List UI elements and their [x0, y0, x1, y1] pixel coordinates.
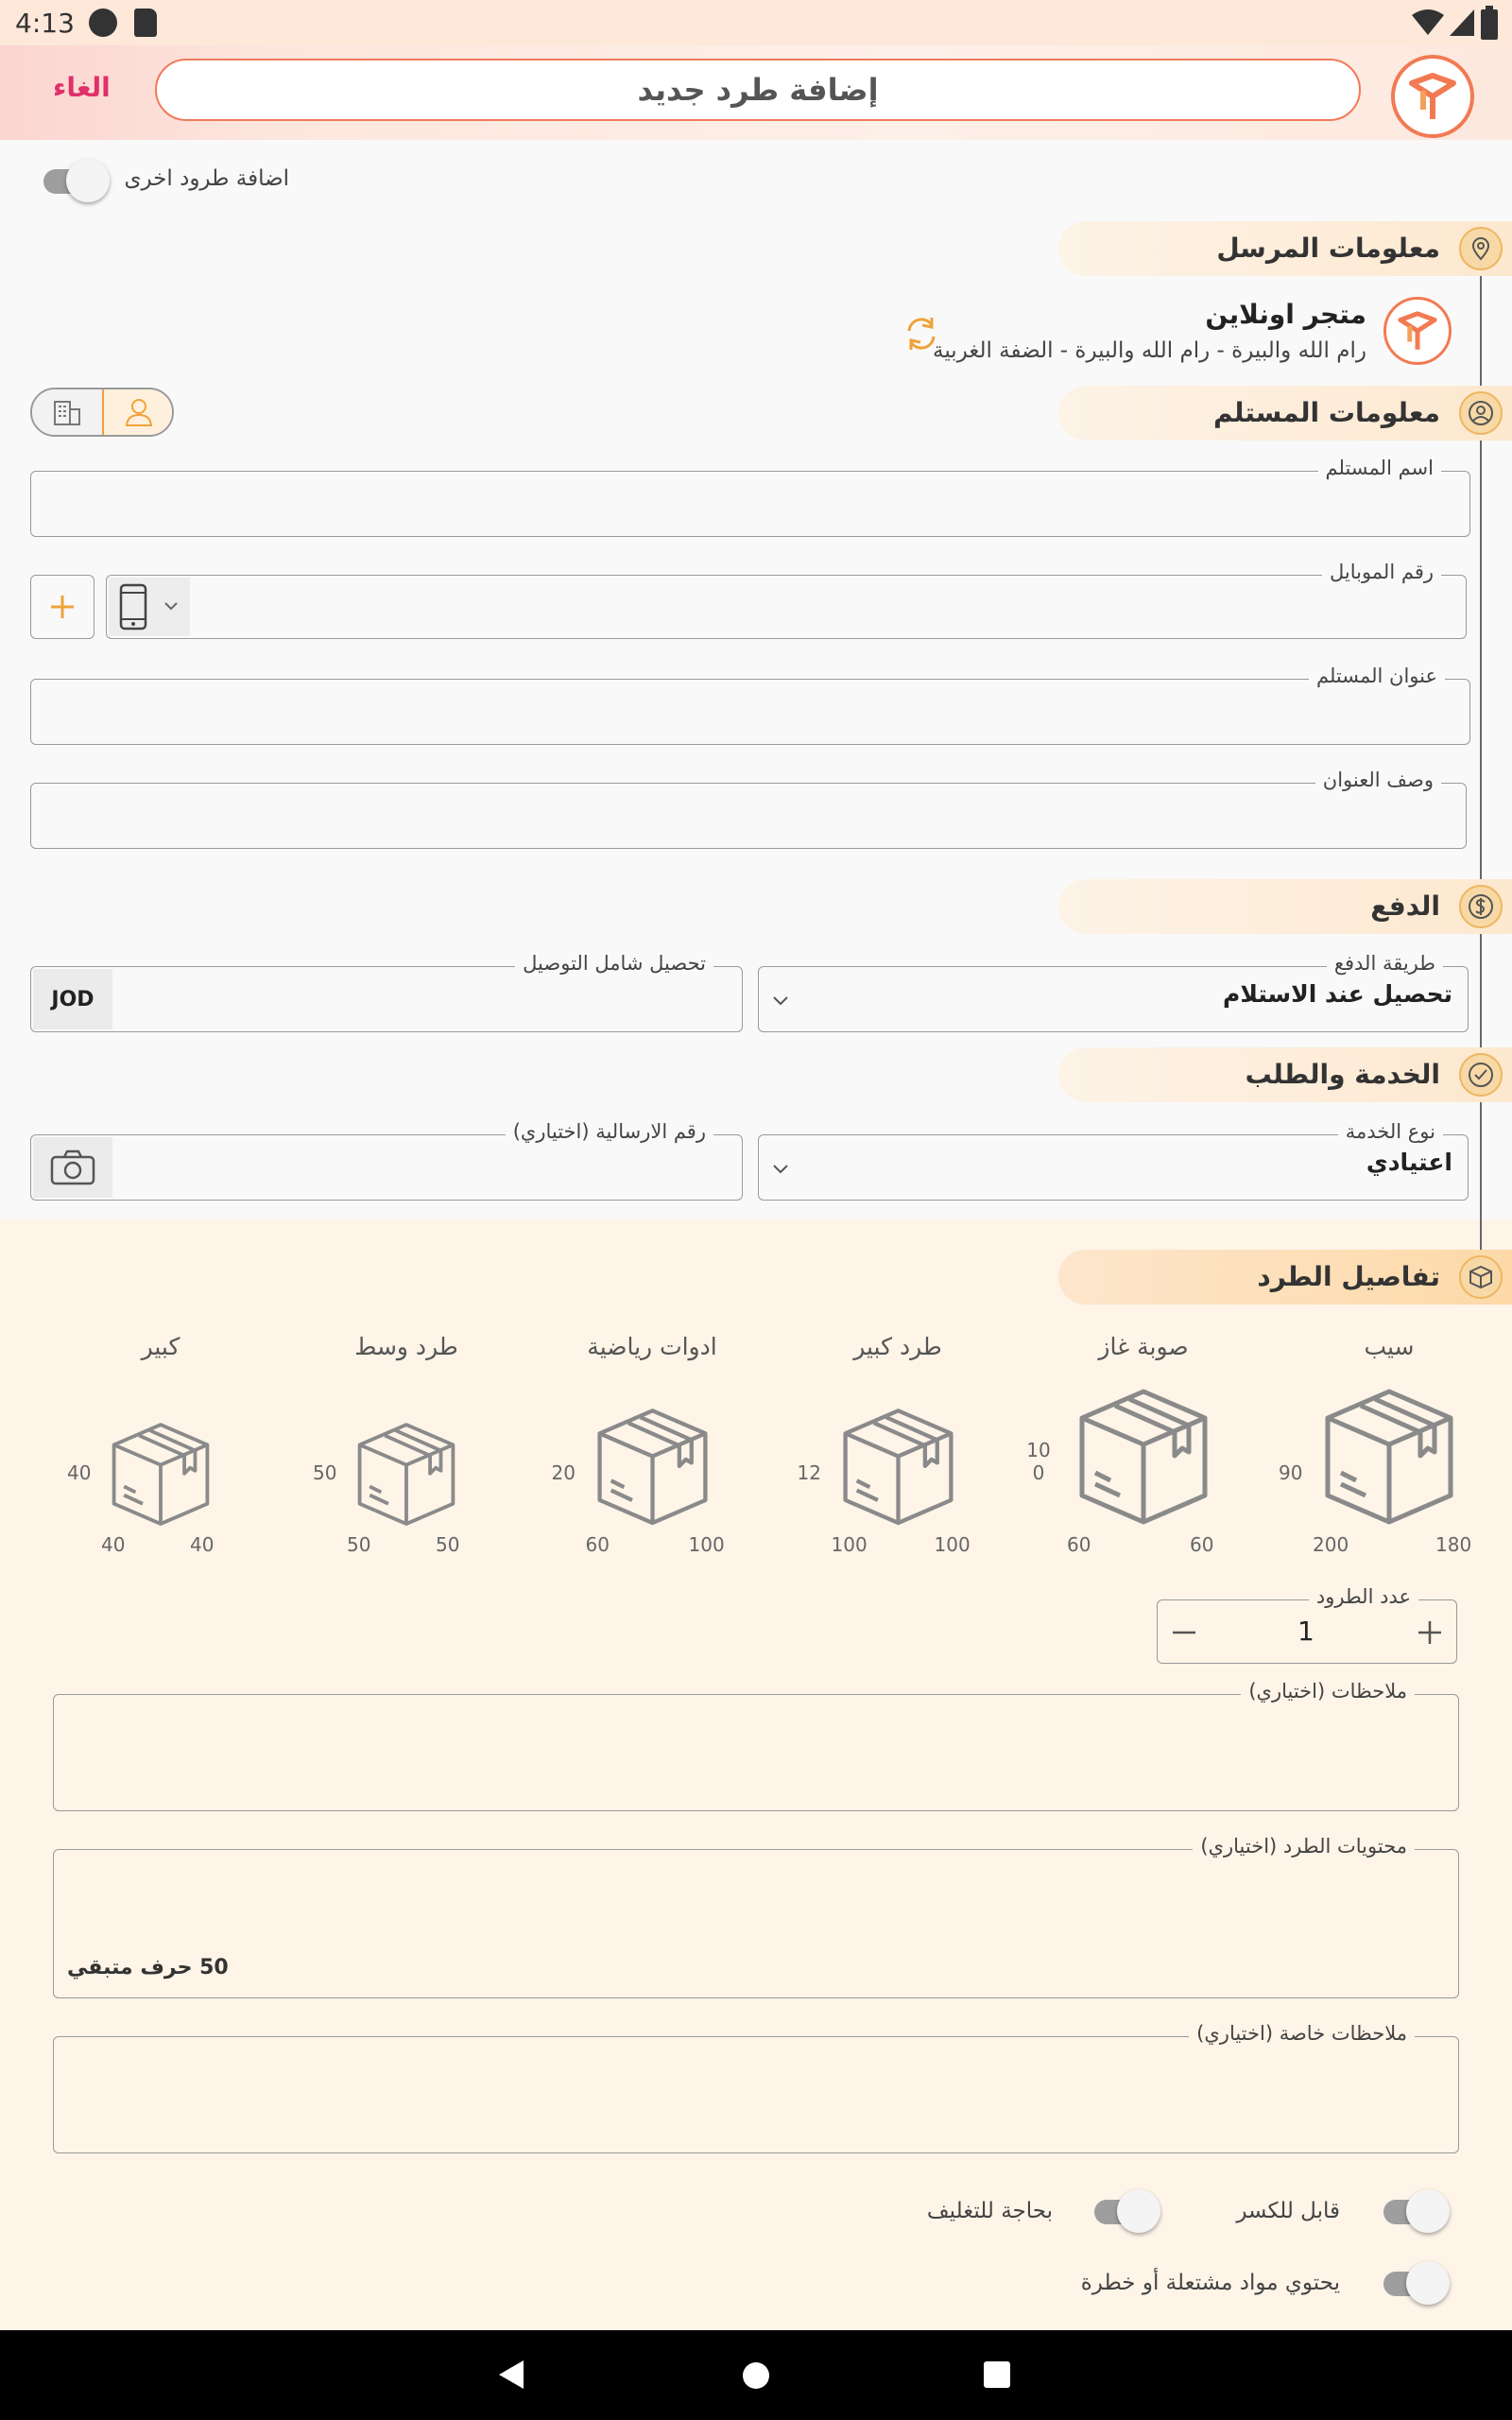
app-header [0, 45, 1512, 140]
payment-section-title: الدفع [1370, 890, 1440, 922]
shipment-number-field[interactable] [30, 1120, 743, 1201]
cancel-button[interactable]: الغاء [53, 72, 111, 103]
flammable-label: يحتوي مواد مشتعلة أو خطرة [1080, 2271, 1340, 2295]
person-icon [123, 396, 155, 428]
back-icon[interactable] [497, 2359, 525, 2391]
parcel-size-name: صوبة غاز [1098, 1333, 1189, 1360]
recipient-type-switch [30, 388, 174, 437]
remaining-chars-counter: 50 حرف متبقي [67, 1956, 229, 1979]
parcel-size-option[interactable] [284, 1333, 529, 1560]
parcel-size-option[interactable] [1266, 1333, 1512, 1560]
box-width: 180 [1435, 1533, 1472, 1556]
box-height: 90 [1279, 1461, 1303, 1484]
app-notification-icon [89, 9, 117, 37]
dollar-icon [1459, 885, 1503, 928]
mobile-field[interactable] [106, 561, 1467, 639]
user-circle-icon [1459, 391, 1503, 435]
box-icon [592, 1401, 713, 1531]
box-icon [837, 1401, 959, 1531]
box-width: 100 [688, 1533, 725, 1556]
wifi-icon [1412, 9, 1444, 36]
mobile-phone-icon [118, 583, 148, 631]
parcel-section-title: تفاصيل الطرد [1257, 1261, 1440, 1292]
country-code-select[interactable] [109, 578, 190, 636]
box-length: 200 [1313, 1533, 1349, 1556]
box-width: 50 [436, 1533, 460, 1556]
box-length: 100 [831, 1533, 868, 1556]
special-notes-label: ملاحظات خاصة (اختياري) [1189, 2022, 1415, 2045]
parcel-size-option[interactable] [529, 1333, 775, 1560]
recipient-address-field[interactable] [30, 665, 1470, 745]
parcel-size-option[interactable] [775, 1333, 1021, 1560]
box-icon [1318, 1380, 1460, 1531]
box-icon [107, 1416, 215, 1531]
sender-section-title: معلومات المرسل [1216, 233, 1440, 264]
sender-logo-icon [1386, 300, 1449, 362]
chevron-down-icon [163, 600, 179, 612]
chevron-down-icon [772, 1162, 789, 1175]
box-height: 100 [1026, 1439, 1051, 1484]
box-width: 60 [1190, 1533, 1214, 1556]
signal-icon [1450, 9, 1474, 36]
payment-method-select[interactable] [758, 952, 1469, 1032]
packaging-toggle[interactable] [1089, 2189, 1160, 2233]
box-width: 100 [934, 1533, 971, 1556]
collection-amount-field[interactable] [30, 952, 743, 1032]
service-type-select[interactable] [758, 1120, 1469, 1201]
address-description-field[interactable] [30, 769, 1467, 849]
collection-amount-label: تحصيل شامل التوصيل [515, 952, 713, 975]
payment-section-header [1058, 879, 1512, 934]
recipient-name-field[interactable] [30, 457, 1470, 537]
sender-avatar [1383, 297, 1452, 365]
special-notes-field[interactable] [53, 2022, 1459, 2153]
notes-label: ملاحظات (اختياري) [1241, 1680, 1415, 1703]
camera-button[interactable] [33, 1137, 112, 1198]
mobile-label: رقم الموبايل [1322, 561, 1441, 583]
change-sender-icon[interactable] [902, 314, 941, 354]
battery-icon [1480, 6, 1499, 40]
parcel-size-name: طرد كبير [853, 1333, 942, 1360]
currency-badge [33, 969, 112, 1029]
flammable-toggle[interactable] [1378, 2261, 1450, 2305]
status-bar [0, 0, 1512, 45]
contents-label: محتويات الطرد (اختياري) [1193, 1835, 1415, 1858]
timline-line-lower [1480, 1219, 1482, 1250]
box-height: 12 [797, 1461, 821, 1484]
box-height: 50 [313, 1461, 337, 1484]
recipient-section-title: معلومات المستلم [1212, 397, 1440, 428]
shipment-number-label: رقم الارسالية (اختياري) [506, 1120, 713, 1143]
plus-icon [48, 593, 77, 621]
system-nav-bar [0, 2330, 1512, 2420]
location-pin-icon [1459, 227, 1503, 270]
sd-card-icon [134, 9, 157, 37]
check-circle-icon [1459, 1053, 1503, 1097]
add-more-label: اضافة طرود اخرى [124, 166, 289, 191]
recipient-address-label: عنوان المستلم [1309, 665, 1445, 687]
chevron-down-icon [772, 994, 789, 1007]
payment-method-value: تحصيل عند الاستلام [1223, 980, 1452, 1008]
box-width: 40 [190, 1533, 215, 1556]
notes-field[interactable] [53, 1680, 1459, 1811]
parcel-size-option[interactable] [38, 1333, 284, 1560]
minus-icon[interactable] [1171, 1619, 1197, 1646]
parcel-size-name: كبير [141, 1333, 180, 1360]
recipient-section-header [1058, 386, 1512, 441]
parcel-count-value: 1 [1297, 1616, 1314, 1647]
sender-section-header [1058, 221, 1512, 276]
package-icon [1459, 1255, 1503, 1299]
page-title: إضافة طرد جديد [155, 59, 1361, 121]
parcel-size-name: ادوات رياضية [587, 1333, 717, 1360]
app-logo [1391, 55, 1474, 138]
packaging-label: بحاجة للتغليف [926, 2199, 1053, 2223]
service-type-label: نوع الخدمة [1338, 1120, 1443, 1143]
home-icon[interactable] [741, 2360, 771, 2391]
camera-icon [50, 1150, 95, 1185]
parcel-section-header [1058, 1250, 1512, 1305]
recents-icon[interactable] [983, 2360, 1011, 2389]
parcel-size-option[interactable] [1021, 1333, 1266, 1560]
service-type-value: اعتيادي [1366, 1149, 1452, 1176]
building-icon [51, 396, 83, 428]
add-phone-button[interactable] [30, 575, 94, 639]
box-icon [1073, 1380, 1214, 1531]
company-type-button[interactable] [32, 389, 102, 435]
parcel-count-label: عدد الطرود [1309, 1585, 1418, 1608]
box-length: 40 [101, 1533, 126, 1556]
plus-icon[interactable] [1417, 1619, 1443, 1646]
box-height: 20 [551, 1461, 576, 1484]
currency-label: JOD [51, 987, 94, 1011]
person-type-button[interactable] [102, 389, 174, 435]
parcel-size-name: طرد وسط [354, 1333, 458, 1360]
parcel-details-area [0, 1219, 1512, 2330]
parcel-size-name: سيب [1364, 1333, 1415, 1360]
logo-icon [1395, 59, 1470, 134]
sender-name: متجر اونلاين [1205, 299, 1366, 330]
service-section-header [1058, 1047, 1512, 1102]
parcel-count-stepper[interactable] [1157, 1585, 1457, 1664]
fragile-label: قابل للكسر [1236, 2199, 1340, 2223]
box-length: 60 [1067, 1533, 1091, 1556]
box-height: 40 [67, 1461, 92, 1484]
service-section-title: الخدمة والطلب [1245, 1059, 1440, 1090]
box-length: 60 [585, 1533, 610, 1556]
box-icon [352, 1416, 460, 1531]
contents-field[interactable] [53, 1835, 1459, 1998]
status-time: 4:13 [15, 8, 75, 39]
sender-address: رام الله والبيرة - رام الله والبيرة - الضفة الغربية [933, 338, 1366, 363]
address-description-label: وصف العنوان [1315, 769, 1441, 791]
box-length: 50 [347, 1533, 371, 1556]
payment-method-label: طريقة الدفع [1327, 952, 1443, 975]
fragile-toggle[interactable] [1378, 2189, 1450, 2233]
recipient-name-label: اسم المستلم [1318, 457, 1441, 479]
add-more-toggle[interactable] [38, 159, 110, 202]
